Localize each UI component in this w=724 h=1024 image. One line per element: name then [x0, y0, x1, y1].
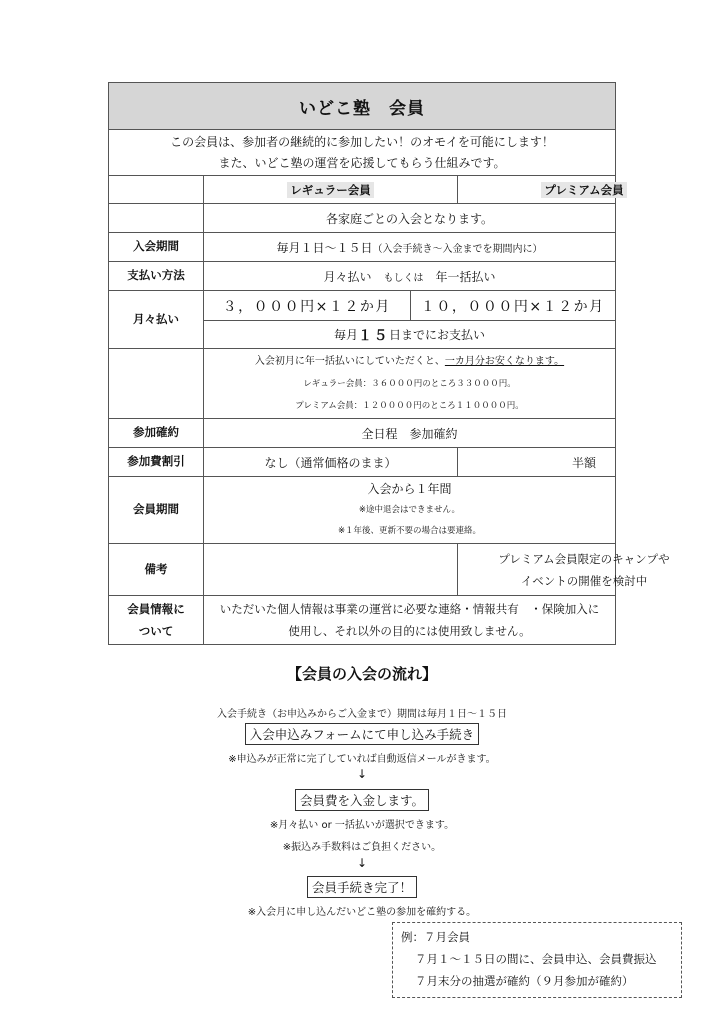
remarks-premium-line-1: プレミアム会員限定のキャンプや	[498, 551, 670, 566]
fee-discount-regular: なし（通常価格のまま）	[264, 455, 397, 470]
confirm-label: 参加確約	[109, 419, 204, 447]
enroll-period-note: （入会手続き～入金までを期間内に）	[372, 243, 543, 255]
fee-discount-premium: 半額	[457, 448, 710, 476]
fee-discount-row	[109, 447, 615, 476]
monthly-pay-label: 月々払い	[109, 291, 204, 348]
term-note-1: ※途中退会はできません。	[358, 504, 461, 515]
confirm-value: 全日程 参加確約	[361, 426, 458, 441]
flow-arrow-1: ↓	[356, 767, 368, 781]
monthly-pay-row	[109, 290, 615, 348]
remarks-row	[109, 543, 670, 595]
term-label: 会員期間	[109, 477, 204, 543]
example-line-2: ７月１～１５日の間に、会員申込、会員費振込	[415, 952, 657, 966]
flow-step-2-note-1: ※月々払い or 一括払いが選択できます。	[269, 820, 455, 831]
flow-heading: 【会員の入会の流れ】	[286, 665, 437, 683]
household-note: 各家庭ごとの入会となります。	[325, 211, 494, 226]
page-title: いどこ塾 会員	[109, 83, 615, 129]
intro-line-2: また、いどこ塾の運営を応援してもらう仕組みです。	[218, 155, 506, 170]
example-line-1: 例：７月会員	[401, 930, 470, 944]
confirm-row	[109, 418, 615, 447]
remarks-label: 備考	[109, 544, 204, 595]
regular-plan-heading: レギュラー会員	[287, 182, 374, 198]
privacy-row	[109, 595, 615, 644]
privacy-line-1: いただいた個人情報は事業の運営に必要な連絡・情報共有 ・保険加入に	[219, 602, 600, 616]
intro-text	[109, 129, 615, 175]
payment-or: もしくは	[383, 272, 424, 284]
annual-discount-regular: レギュラー会員：３６０００円のところ３３０００円。	[303, 378, 516, 389]
flow-period-note: 入会手続き（お申込みからご入金まで）期間は毎月１日～１５日	[217, 709, 507, 720]
payment-method-row	[109, 261, 615, 290]
flow-step-2: 会員費を入金します。	[295, 789, 429, 811]
premium-plan-heading: プレミアム会員	[541, 182, 626, 198]
annual-discount-row	[109, 348, 615, 418]
flow-arrow-2: ↓	[356, 856, 368, 870]
remarks-premium-line-2: イベントの開催を検討中	[520, 573, 648, 588]
fee-discount-label: 参加費割引	[109, 448, 204, 476]
flow-step-3-note: ※入会月に申し込んだいどこ塾の参加を確約する。	[247, 907, 477, 918]
payment-monthly: 月々払い	[323, 269, 372, 284]
intro-line-1: この会員は、参加者の継続的に参加したい！のオモイを可能にします！	[170, 134, 554, 149]
flow-step-1-note: ※申込みが正常に完了していれば自動返信メールがきます。	[228, 754, 496, 765]
term-row	[109, 476, 615, 543]
privacy-label-line-1: 会員情報に	[127, 602, 185, 616]
enroll-period-value: 毎月１日～１５日	[276, 240, 373, 255]
payment-method-label: 支払い方法	[109, 262, 204, 290]
term-note-2: ※１年後、更新不要の場合は要連絡。	[337, 525, 482, 536]
example-line-3: ７月末分の抽選が確約（９月参加が確約）	[415, 974, 634, 988]
flow-step-1: 入会申込みフォームにて申し込み手続き	[245, 723, 479, 745]
privacy-line-2: 使用し、それ以外の目的には使用致しません。	[288, 624, 531, 638]
enroll-period-label: 入会期間	[109, 233, 204, 261]
regular-monthly-price: ３，０００円×１２か月	[222, 298, 391, 315]
membership-table	[108, 82, 670, 645]
example-box	[392, 922, 682, 998]
privacy-label-line-2: ついて	[138, 624, 174, 638]
payment-annual: 年一括払い	[435, 269, 496, 284]
flow-step-3: 会員手続き完了！	[307, 876, 417, 898]
term-value: 入会から１年間	[367, 481, 452, 496]
flow-step-2-note-2: ※振込み手数料はご負担ください。	[282, 842, 442, 853]
payment-deadline: 毎月 １５ 日までにお支払い	[204, 320, 615, 348]
annual-discount-premium: プレミアム会員：１２００００円のところ１１００００円。	[295, 400, 524, 411]
household-row	[109, 203, 615, 232]
plan-header-row	[109, 175, 624, 203]
enroll-period-row	[109, 232, 615, 261]
annual-discount-line-1: 入会初月に年一括払いにしていただくと、一カ月分お安くなります。	[254, 355, 565, 367]
premium-monthly-price: １０，０００円×１２か月	[410, 291, 616, 320]
